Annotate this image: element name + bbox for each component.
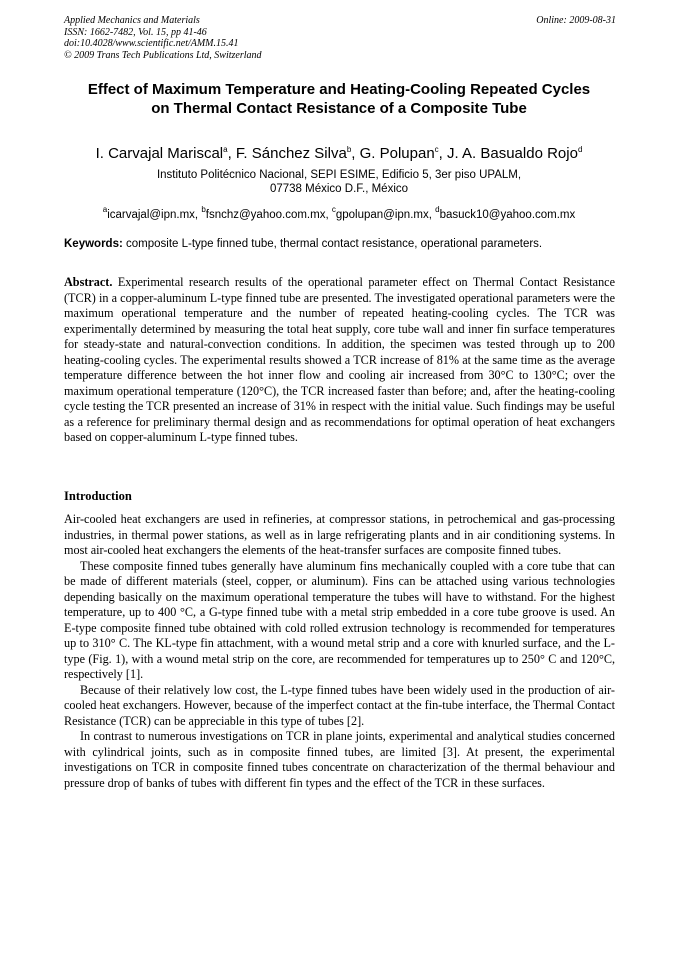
journal-name: Applied Mechanics and Materials [64,15,200,26]
email-mark: a [102,205,108,214]
author-affil-mark: b [346,145,352,154]
author-affil-mark: c [434,145,439,154]
paragraph: In contrast to numerous investigations on TCR in plane joints, experimental and analytical studies concerned with cylindrical joints, such as in composite finned tubes, are limited [3]. At present, the experimental investigations on TCR in composite finned tubes concentrate on characterization of the thermal behaviour and pressure drop of banks of tubes with different fin types and the effect of the TCR in these surfaces. [64,729,615,790]
author-name: F. Sánchez Silva [235,145,347,162]
email-entry [331,205,436,221]
email-address: basuck10@yahoo.com.mx [439,209,576,221]
author-affil-mark: d [577,145,583,154]
abstract-text: Experimental research results of the operational parameter effect on Thermal Contact Resistance (TCR) in a copper-aluminum L-type finned tube are presented. The investigated operational parameters were the maximum operational temperature and the number of repeated heating-cooling cycles. The TCR was experimentally determined by measuring the total heat supply, core tube wall and inner fin surface temperatures for steady-state and natural-convection conditions. In addition, the specimen was tested through up to 200 heating-cooling cycles. The experimental results showed a TCR increase of 81% at the same time as the average temperature difference between the hot inner flow and cooling air increased from 30°C to 130°C; over the maximum operational temperature (120°C), the TCR increased faster than before; and, after the heating-cooling cycle testing the TCR presented an increase of 31% in respect with the initial value. Such findings may be useful as a reference for preliminary thermal design and as recommendations for optimal operation of heat exchangers based on copper-aluminum L-type finned tubes. [64,275,615,444]
email-address: icarvajal@ipn.mx [107,209,195,221]
author [447,145,582,162]
abstract-label: Abstract. [64,275,113,289]
email-entry [102,205,202,221]
title-line-1: Effect of Maximum Temperature and Heating-Cooling Repeated Cycles [87,81,591,98]
email-address: fsnchz@yahoo.com.mx [205,209,326,221]
email-mark: b [201,205,206,214]
affiliation-line-2: 07738 México D.F., México [269,183,409,195]
email-separator: , [428,209,436,221]
author [236,145,360,162]
keywords-label: Keywords: [64,238,123,250]
email-separator: , [194,209,202,221]
copyright-line: © 2009 Trans Tech Publications Ltd, Switzerland [64,49,262,61]
section-heading-introduction: Introduction [64,489,132,503]
email-mark: d [435,205,440,214]
online-date: Online: 2009-08-31 [536,15,616,26]
abstract [64,275,615,446]
affiliation-line-1: Instituto Politécnico Nacional, SEPI ESIME, Edificio 5, 3er piso UPALM, [156,169,522,181]
author-affil-mark: a [223,145,228,154]
affiliation [40,168,638,196]
paragraph: These composite finned tubes generally have aluminum fins mechanically coupled with a core tube that can be made of different materials (steel, copper, or aluminum). Fins can be attached using various technologies depending basically on the maximum operational temperature the tubes will have to withstand. For the highest temperature, up to 400 °C, a G-type finned tube with a metal strip embedded in a core tube groove is used. An E-type composite finned tube obtained with cold rolled extrusion technology is recommended for temperatures up to 310° C. The KL-type fin attachment, with a wound metal strip and a core with knurled surface, and the L-type (Fig. 1), with a wound metal strip on the core, are recommended for temperatures up to 250° C and 120°C, respectively [1]. [64,558,615,681]
author-separator: , [438,145,448,162]
journal-header [64,15,616,61]
email-separator: , [325,209,332,221]
paper-title [40,80,638,118]
doi-line: doi:10.4028/www.scientific.net/AMM.15.41 [64,38,239,49]
author [96,145,236,162]
email-mark: c [331,205,336,214]
introduction-body [64,512,615,791]
author-separator: , [351,145,360,162]
email-list [30,203,648,222]
email-entry [435,205,576,221]
author [360,145,447,162]
keywords [64,237,624,251]
paragraph: Because of their relatively low cost, the L-type finned tubes have been widely used in the production of air-cooled heat exchangers. However, because of the imperfect contact at the fin-tube interface, the Thermal Contact Resistance (TCR) can be appreciable in this type of tubes [2]. [64,682,615,728]
paragraph: Air-cooled heat exchangers are used in refineries, at compressor stations, in petrochemical and gas-processing industries, in thermal power stations, as well as in large refrigerating plants and in air conditioning systems. In most air-cooled heat exchangers the elements of the heat-transfer surfaces are composite finned tubes. [64,512,615,557]
author-name: J. A. Basualdo Rojo [447,145,578,162]
issn-line: ISSN: 1662-7482, Vol. 15, pp 41-46 [64,26,207,38]
author-name: G. Polupan [359,145,435,162]
email-address: gpolupan@ipn.mx [335,209,429,221]
email-entry [201,205,332,221]
author-separator: , [227,145,236,162]
keywords-text: composite L-type finned tube, thermal contact resistance, operational parameters. [122,238,543,250]
title-line-2: on Thermal Contact Resistance of a Composite Tube [151,100,527,117]
author-name: I. Carvajal Mariscal [95,145,224,162]
author-list [30,141,648,163]
